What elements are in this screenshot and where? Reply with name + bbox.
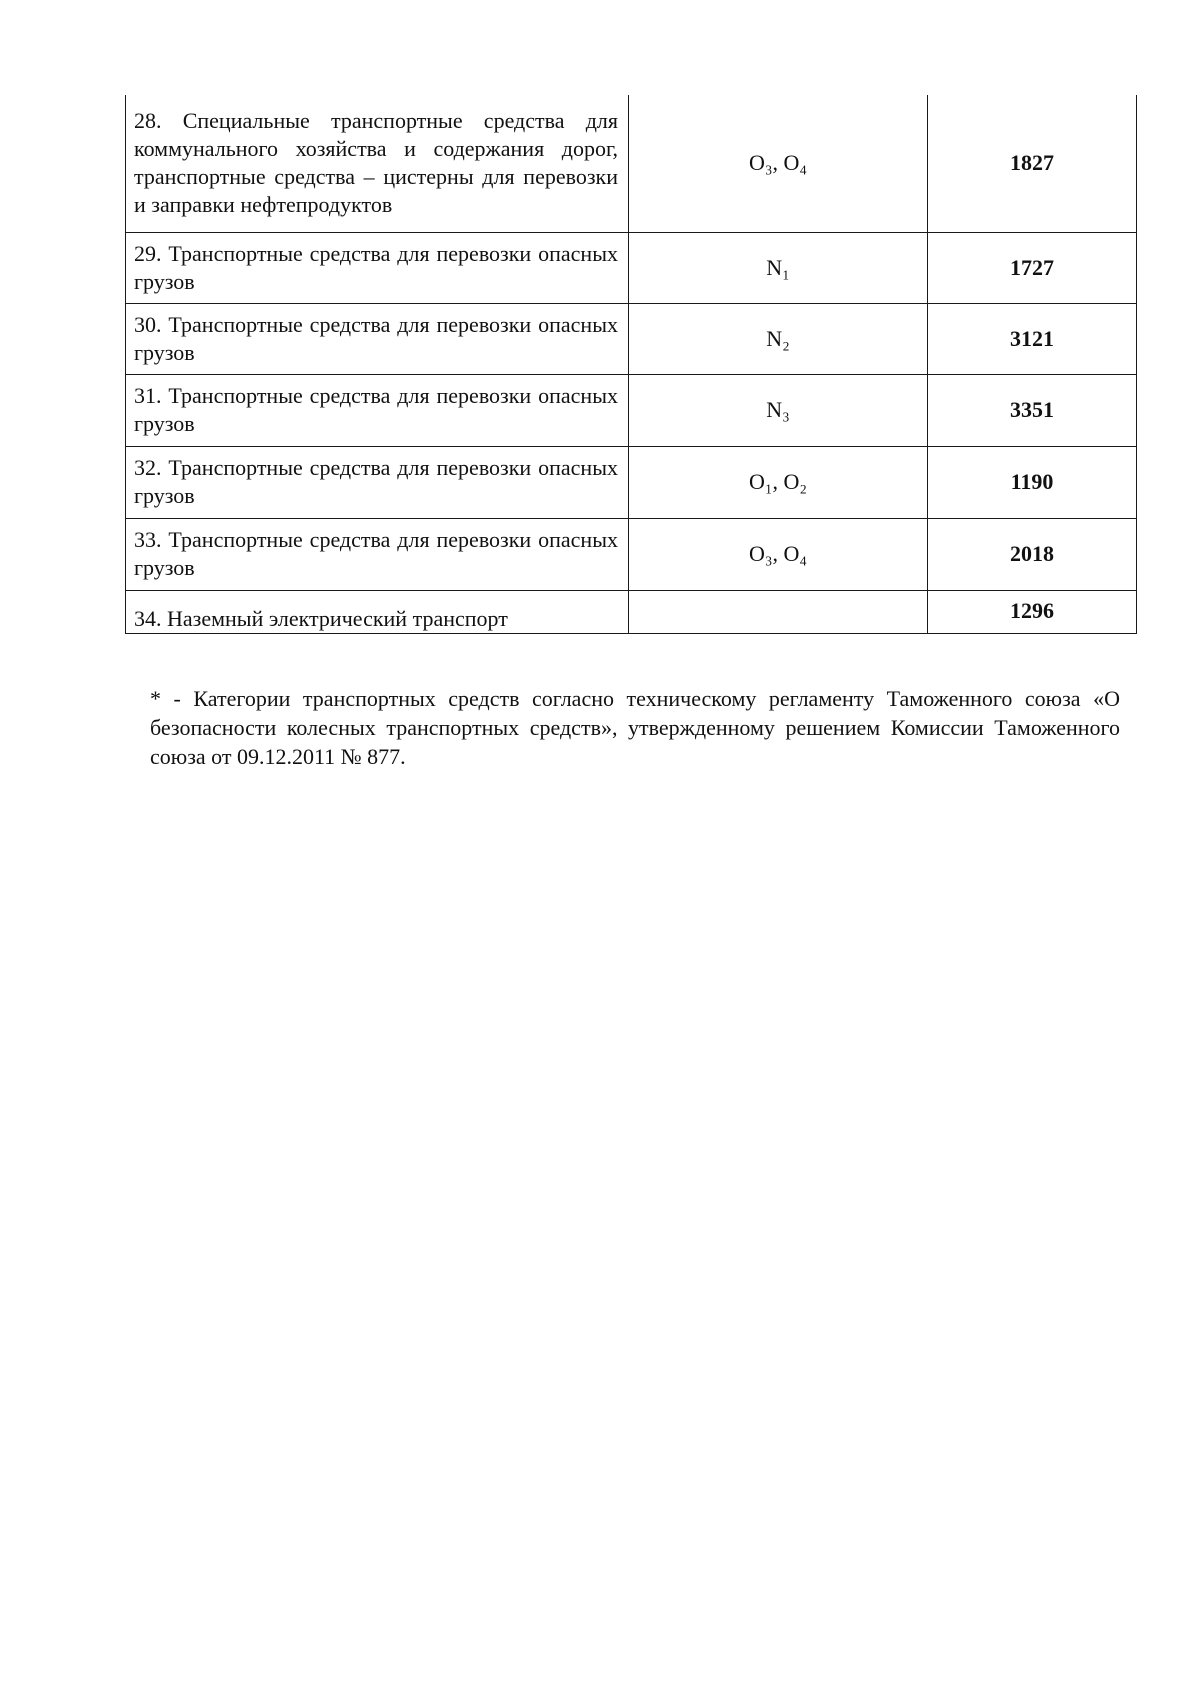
row-category: N₃	[629, 374, 928, 446]
tariff-table	[125, 95, 1137, 634]
row-name: 28. Специальные транспортные средства для коммунального хозяйства и содержания дорог, транспортные средства – цистерны для перевозки и заправки нефтепродуктов	[126, 95, 629, 232]
row-value: 3351	[928, 374, 1137, 446]
row-value: 2018	[928, 518, 1137, 590]
row-category: N₁	[629, 232, 928, 303]
table-row	[126, 303, 1137, 374]
row-category: N₂	[629, 303, 928, 374]
table-row	[126, 446, 1137, 518]
row-name: 32. Транспортные средства для перевозки опасных грузов	[126, 446, 629, 518]
row-category: O₃, O₄	[629, 95, 928, 232]
table-row	[126, 518, 1137, 590]
table-row	[126, 95, 1137, 232]
row-value: 1190	[928, 446, 1137, 518]
table-row	[126, 232, 1137, 303]
row-category	[629, 590, 928, 633]
row-value: 3121	[928, 303, 1137, 374]
row-name: 33. Транспортные средства для перевозки опасных грузов	[126, 518, 629, 590]
table-row	[126, 374, 1137, 446]
row-name: 34. Наземный электрический транспорт	[126, 590, 629, 633]
row-value: 1827	[928, 95, 1137, 232]
row-name: 29. Транспортные средства для перевозки опасных грузов	[126, 232, 629, 303]
table-row	[126, 590, 1137, 633]
row-value: 1727	[928, 232, 1137, 303]
row-name: 30. Транспортные средства для перевозки опасных грузов	[126, 303, 629, 374]
row-category: O₃, O₄	[629, 518, 928, 590]
row-value: 1296	[928, 590, 1137, 633]
row-name: 31. Транспортные средства для перевозки опасных грузов	[126, 374, 629, 446]
row-category: O₁, O₂	[629, 446, 928, 518]
footnote: * - Категории транспортных средств согласно техническому регламенту Таможенного союза «О безопасности колесных транспортных средств», утвержденному решением Комиссии Таможенного союза от 09.12.2011 № 877.	[150, 686, 1120, 769]
